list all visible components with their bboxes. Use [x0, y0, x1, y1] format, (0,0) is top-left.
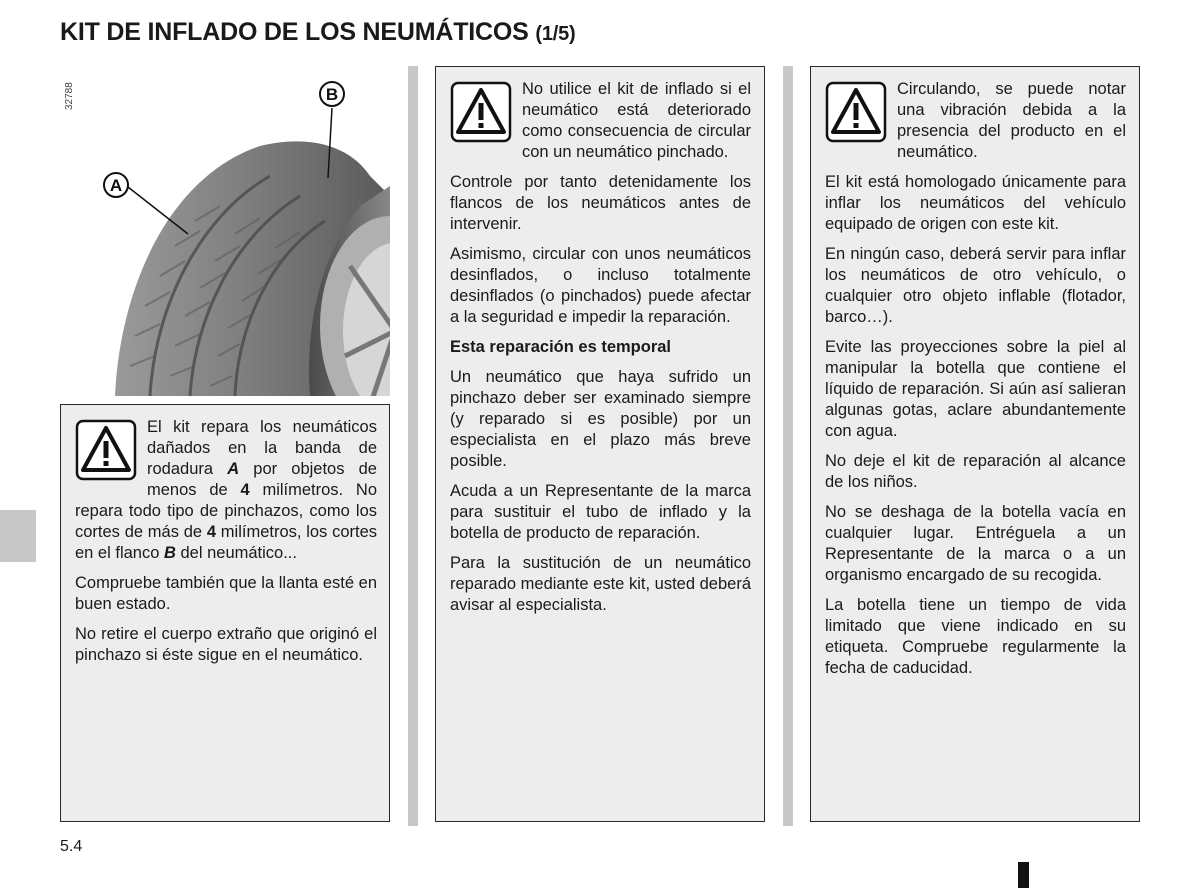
middle-paragraph-1: No utilice el kit de inflado si el neumático está deteriorado como consecuencia de circular con un neumático pinchado.: [522, 80, 751, 161]
page-number: 5.4: [60, 838, 83, 855]
section-tab: [0, 510, 36, 562]
right-paragraph-3: En ningún caso, deberá servir para inflar los neumáticos de otro vehículo, o cualquier otro objeto inflable (flotador, barco…).: [825, 245, 1126, 326]
warning-icon: [75, 419, 137, 487]
left-warning-panel: [60, 404, 390, 822]
figure-number: 32788: [64, 82, 75, 110]
middle-paragraph-2: Controle por tanto detenidamente los flancos de los neumáticos antes de intervenir.: [450, 173, 751, 233]
right-paragraph-7: La botella tiene un tiempo de vida limitado que viene indicado en su etiqueta. Compruebe regularmente la fecha de caducidad.: [825, 596, 1126, 677]
tire-image: [60, 66, 390, 396]
page-title: [60, 18, 575, 47]
tire-illustration: [60, 66, 390, 396]
title-part: (1/5): [535, 23, 576, 45]
middle-warning-panel: [435, 66, 765, 822]
page-edge-mark: [1018, 862, 1029, 888]
column-divider: [408, 66, 418, 826]
right-paragraph-5: No deje el kit de reparación al alcance de los niños.: [825, 452, 1126, 491]
callout-a-label: A: [109, 176, 123, 195]
callout-b-label: B: [325, 85, 339, 104]
middle-paragraph-6: Para la sustitución de un neumático reparado mediante este kit, usted deberá avisar al especialista.: [450, 554, 751, 614]
right-warning-panel: [810, 66, 1140, 822]
left-intro: El kit repara los neumáticos dañados en la banda de rodadura A por objetos de menos de 4 milímetros. No repara todo tipo de pinchazos, como los cortes de más de 4 milímetros, los cortes en el flanco B del neumático...: [75, 418, 378, 562]
middle-heading: Esta reparación es temporal: [450, 338, 672, 356]
right-paragraph-4: Evite las proyecciones sobre la piel al manipular la botella que contiene el líquido de reparación. Si aún así salieran algunas gotas, aclare abundantemente con agua.: [825, 338, 1126, 440]
left-paragraph-3: No retire el cuerpo extraño que originó el pinchazo si éste sigue en el neumático.: [75, 625, 377, 664]
warning-icon: [825, 81, 887, 149]
right-paragraph-1: Circulando, se puede notar una vibración debida a la presencia del producto en el neumático.: [897, 80, 1126, 161]
warning-icon: [450, 81, 512, 149]
left-paragraph-2: Compruebe también que la llanta esté en buen estado.: [75, 574, 377, 613]
middle-paragraph-5: Acuda a un Representante de la marca para sustituir el tubo de inflado y la botella de producto de reparación.: [450, 482, 751, 542]
column-divider: [783, 66, 793, 826]
title-text: KIT DE INFLADO DE LOS NEUMÁTICOS: [60, 18, 529, 46]
right-paragraph-6: No se deshaga de la botella vacía en cualquier lugar. Entréguela a un Representante de la marca o a un organismo encargado de su recogida.: [825, 503, 1126, 584]
middle-paragraph-3: Asimismo, circular con unos neumáticos desinflados, o incluso totalmente desinflados (o pinchados) puede afectar a la seguridad e impedir la reparación.: [450, 245, 751, 326]
right-paragraph-2: El kit está homologado únicamente para inflar los neumáticos del vehículo equipado de origen con este kit.: [825, 173, 1126, 233]
middle-paragraph-4: Un neumático que haya sufrido un pinchazo deber ser examinado siempre (y reparado si es posible) por un especialista en el plazo más breve posible.: [450, 368, 751, 470]
